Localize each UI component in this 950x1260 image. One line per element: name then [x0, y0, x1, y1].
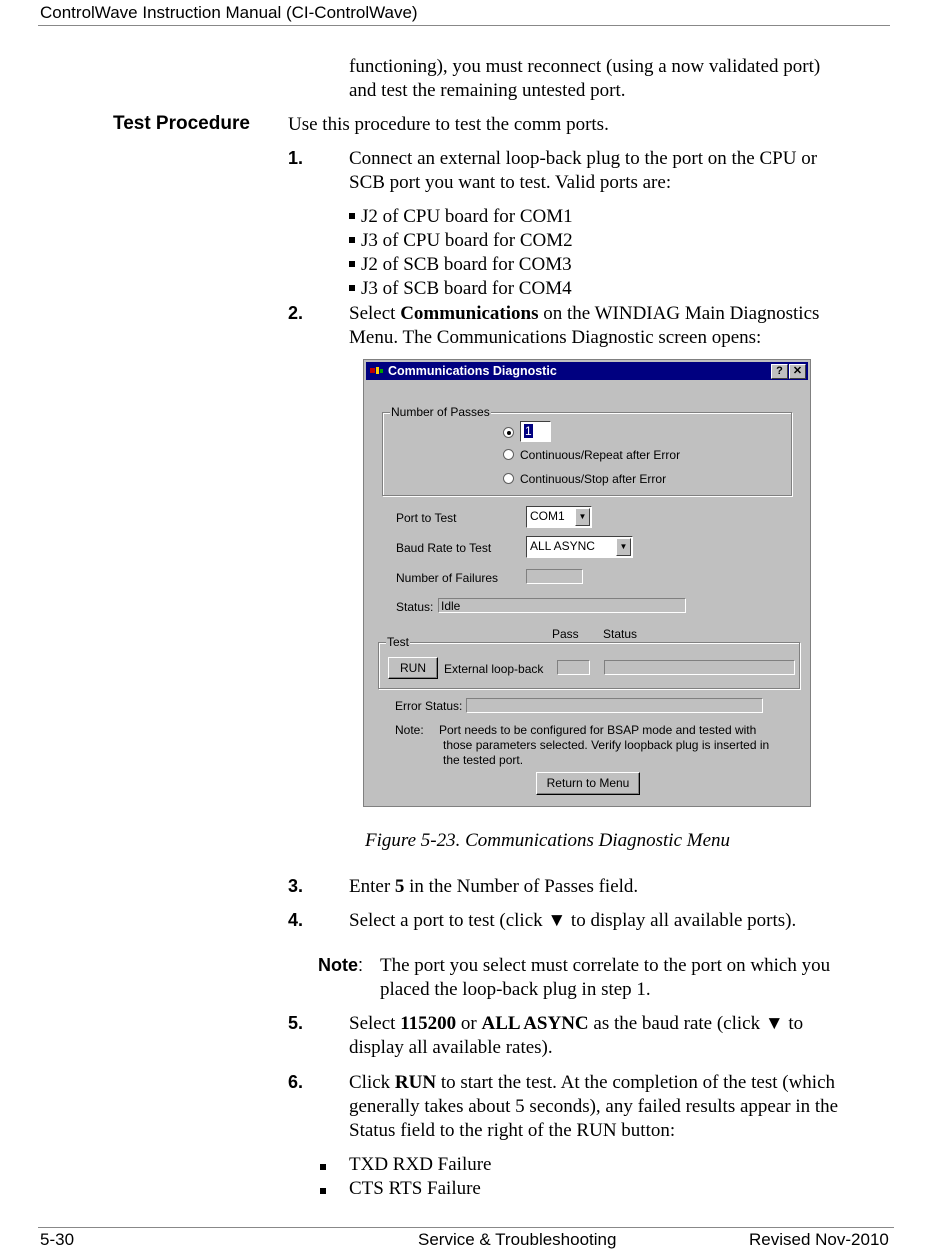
bullet-square-icon: [320, 1160, 326, 1178]
dialog-title: Communications Diagnostic: [388, 364, 557, 378]
page-number: 5-30: [40, 1230, 75, 1249]
return-to-menu-button[interactable]: Return to Menu: [536, 772, 640, 795]
baud-select[interactable]: [526, 536, 633, 558]
step-6-number: 6.: [288, 1072, 304, 1092]
step-4-text: Select a port to test (click ▼ to display all available ports).: [349, 910, 797, 931]
dialog-note-line-2: those parameters selected. Verify loopback plug is inserted in: [443, 738, 770, 752]
radio-continuous-stop[interactable]: [503, 473, 514, 484]
test-status-field: [604, 660, 795, 675]
result-list-item: CTS RTS Failure: [349, 1178, 481, 1199]
section-lead: Use this procedure to test the comm ports.: [288, 114, 609, 135]
note-label: Note:: [318, 955, 364, 975]
bullet-square-icon: [349, 213, 355, 219]
status-value: Idle: [441, 599, 461, 613]
step-2-line-1: Select Communications on the WINDIAG Main Diagnostics: [349, 303, 820, 324]
test-group-label: Test: [387, 635, 410, 649]
error-status-field: [466, 698, 763, 713]
step-3-text: Enter 5 in the Number of Passes field.: [349, 876, 639, 897]
running-header: ControlWave Instruction Manual (CI-ControlWave): [40, 3, 418, 22]
app-icon: [369, 365, 385, 377]
step-5-line-2: display all available rates).: [349, 1037, 553, 1058]
chevron-down-icon[interactable]: ▼: [616, 538, 631, 556]
continuous-repeat-label: Continuous/Repeat after Error: [520, 448, 681, 462]
continuous-stop-label: Continuous/Stop after Error: [520, 472, 667, 486]
step-4-number: 4.: [288, 910, 304, 930]
passes-group-label: Number of Passes: [391, 405, 490, 419]
step-1-line-1: Connect an external loop-back plug to the port on the CPU or: [349, 148, 818, 169]
note-line-2: placed the loop-back plug in step 1.: [380, 979, 651, 1000]
dialog-titlebar: [366, 362, 808, 380]
section-heading: Test Procedure: [113, 113, 250, 134]
port-list-item: J2 of SCB board for COM3: [349, 253, 572, 277]
step-6-line-1: Click RUN to start the test. At the completion of the test (which: [349, 1072, 836, 1093]
intro-line-1: functioning), you must reconnect (using a now validated port): [349, 56, 821, 77]
step-5-number: 5.: [288, 1013, 304, 1033]
port-list-item: J2 of CPU board for COM1: [349, 205, 573, 229]
help-icon[interactable]: ?: [771, 364, 788, 379]
bullet-square-icon: [349, 237, 355, 243]
dialog-note-label: Note:: [395, 723, 424, 737]
communications-diagnostic-dialog: [363, 359, 811, 807]
passes-input[interactable]: [520, 421, 551, 442]
header-rule: [38, 25, 890, 26]
port-label: Port to Test: [396, 511, 457, 525]
baud-label: Baud Rate to Test: [396, 541, 492, 555]
port-list-item: J3 of CPU board for COM2: [349, 229, 573, 253]
step-3-number: 3.: [288, 876, 304, 896]
bullet-square-icon: [320, 1184, 326, 1202]
step-6-line-3: Status field to the right of the RUN button:: [349, 1120, 676, 1141]
dialog-note-line-3: the tested port.: [443, 753, 524, 767]
footer-revised: Revised Nov-2010: [749, 1230, 889, 1249]
run-button[interactable]: RUN: [388, 657, 438, 679]
result-list-item: TXD RXD Failure: [349, 1154, 492, 1175]
bullet-square-icon: [349, 285, 355, 291]
failures-field: [526, 569, 583, 584]
step-5-line-1: Select 115200 or ALL ASYNC as the baud rate (click ▼ to: [349, 1013, 804, 1034]
footer-rule: [38, 1227, 894, 1228]
passes-value: 1: [525, 424, 532, 438]
pass-field: [557, 660, 590, 675]
radio-passes-count[interactable]: [503, 427, 514, 438]
pass-column-header: Pass: [552, 627, 579, 641]
status-label: Status:: [396, 600, 434, 614]
port-select[interactable]: [526, 506, 592, 528]
error-status-label: Error Status:: [395, 699, 463, 713]
step-1-line-2: SCB port you want to test. Valid ports are:: [349, 172, 672, 193]
port-select-value: COM1: [530, 509, 565, 523]
radio-continuous-repeat[interactable]: [503, 449, 514, 460]
dialog-note-line-1: Port needs to be configured for BSAP mode and tested with: [439, 723, 757, 737]
step-2-number: 2.: [288, 303, 304, 323]
figure-caption: Figure 5-23. Communications Diagnostic Menu: [365, 830, 731, 851]
status-field: [438, 598, 686, 613]
failures-label: Number of Failures: [396, 571, 499, 585]
intro-line-2: and test the remaining untested port.: [349, 80, 626, 101]
chevron-down-icon[interactable]: ▼: [575, 508, 590, 526]
baud-select-value: ALL ASYNC: [530, 539, 595, 553]
footer-section: Service & Troubleshooting: [418, 1230, 617, 1249]
close-icon[interactable]: ✕: [789, 364, 806, 379]
step-6-line-2: generally takes about 5 seconds), any failed results appear in the: [349, 1096, 839, 1117]
bullet-square-icon: [349, 261, 355, 267]
test-name: External loop-back: [444, 662, 544, 676]
step-2-line-2: Menu. The Communications Diagnostic screen opens:: [349, 327, 762, 348]
step-1-number: 1.: [288, 148, 304, 168]
note-line-1: The port you select must correlate to the port on which you: [380, 955, 831, 976]
status-column-header: Status: [603, 627, 638, 641]
port-list-item: J3 of SCB board for COM4: [349, 277, 572, 301]
